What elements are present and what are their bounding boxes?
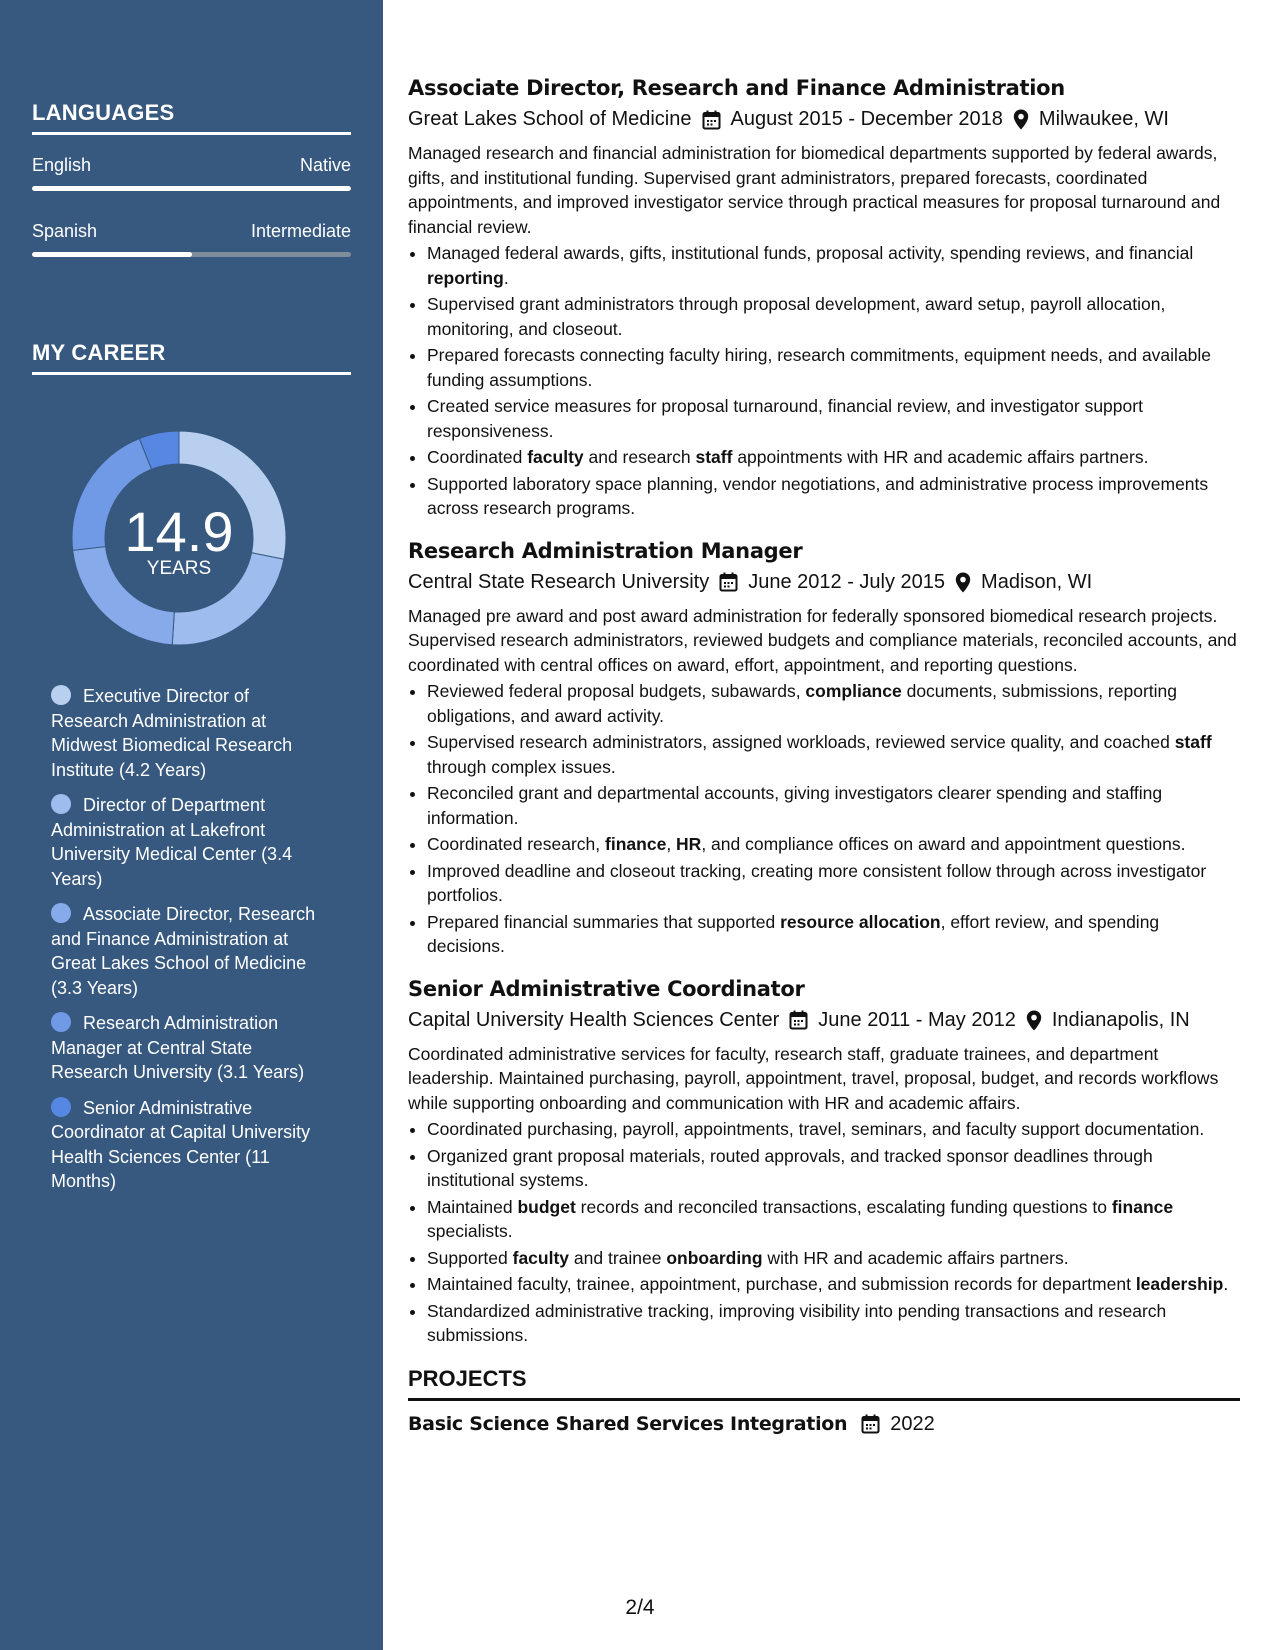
bullet-text: ,	[666, 834, 677, 854]
bullet-text: appointments with HR and academic affairs partners.	[732, 447, 1149, 467]
career-item-label: Senior Administrative Coordinator at Capital University Health Sciences Center (11 Months)	[51, 1097, 311, 1191]
job-title: Research Administration Manager	[408, 538, 803, 563]
job-bullet	[427, 445, 1240, 470]
map-pin-icon	[955, 572, 971, 593]
bullet-text: Maintained faculty, trainee, appointment, purchase, and submission records for department	[427, 1274, 1136, 1294]
legend-dot	[51, 1012, 71, 1032]
job-entry	[408, 977, 1240, 1348]
job-bullet	[427, 1117, 1240, 1142]
job-organization: Capital University Health Sciences Center	[408, 1008, 780, 1031]
bullet-text: .	[1223, 1274, 1229, 1294]
bullet-text: Coordinated	[427, 447, 528, 467]
bullet-text: Improved deadline and closeout tracking, creating more consistent follow through across investigator portfolios.	[427, 860, 1207, 905]
job-bullet	[427, 241, 1240, 290]
language-proficiency-fill	[32, 186, 351, 191]
bullet-text: Supervised grant administrators through proposal development, award setup, payroll allocation, monitoring, and closeout.	[427, 294, 1166, 339]
bullet-text: .	[503, 267, 509, 288]
bullet-keyword: budget	[517, 1196, 576, 1217]
job-dates: August 2015 - December 2018	[730, 108, 1003, 130]
career-item-label: Executive Director of Research Administration at Midwest Biomedical Research Institute (4.2 Years)	[51, 686, 293, 780]
career-section	[32, 340, 351, 375]
job-bullet	[427, 679, 1240, 728]
job-location: Indianapolis, IN	[1051, 1008, 1190, 1031]
calendar-icon	[719, 572, 738, 592]
bullet-keyword: staff	[695, 447, 733, 467]
bullet-text: Standardized administrative tracking, improving visibility into pending transactions and research submissions.	[427, 1300, 1167, 1345]
bullet-keyword: faculty	[512, 1247, 570, 1268]
legend-dot	[51, 685, 71, 705]
language-proficiency-bar	[32, 186, 351, 191]
bullet-keyword: reporting	[427, 267, 504, 288]
bullet-keyword: onboarding	[666, 1247, 763, 1268]
language-proficiency-fill	[32, 252, 192, 257]
bullet-text: documents, submissions, reporting obligations, and award activity.	[427, 681, 1177, 726]
legend-dot	[51, 903, 71, 923]
language-name: Spanish	[32, 221, 98, 241]
language-item-english	[32, 155, 351, 191]
main-content	[408, 76, 1240, 1436]
job-organization: Great Lakes School of Medicine	[408, 108, 692, 130]
bullet-text: Maintained	[427, 1196, 518, 1217]
legend-dot	[51, 1097, 71, 1117]
bullet-text: Reviewed federal proposal budgets, subawards,	[427, 681, 806, 701]
bullet-text: specialists.	[427, 1221, 513, 1241]
bullet-text: Managed federal awards, gifts, institutional funds, proposal activity, spending reviews, and financial	[427, 243, 1194, 263]
projects-heading: PROJECTS	[408, 1366, 1240, 1401]
job-bullet	[427, 343, 1240, 392]
language-name: English	[32, 155, 92, 175]
career-heading: MY CAREER	[32, 340, 351, 375]
career-item-label: Director of Department Administration at Lakefront University Medical Center (3.4 Years)	[51, 795, 293, 889]
job-summary: Managed research and financial administration for biomedical departments supported by federal awards, gifts, and institutional funding. Supervised grant administrators, prepared forecasts, coordinated appointments, and improved investigator service through practical measures for proposal turnaround and financial review.	[408, 143, 1221, 237]
career-total-unit: YEARS	[146, 558, 212, 579]
job-title: Associate Director, Research and Finance Administration	[408, 76, 1065, 100]
career-donut-chart	[64, 423, 294, 653]
language-item-spanish	[32, 221, 351, 257]
job-bullet	[427, 832, 1240, 857]
bullet-text: Prepared financial summaries that supported	[427, 911, 781, 932]
bullet-text: Prepared forecasts connecting faculty hiring, research commitments, equipment needs, and available funding assumptions.	[427, 345, 1212, 390]
job-meta	[408, 108, 1240, 131]
language-level: Intermediate	[250, 221, 351, 241]
job-title: Senior Administrative Coordinator	[408, 976, 805, 1001]
map-pin-icon	[1026, 1010, 1042, 1031]
calendar-icon	[702, 110, 721, 130]
bullet-keyword: HR	[676, 834, 702, 854]
career-list-item	[51, 1096, 331, 1194]
bullet-text: with HR and academic affairs partners.	[762, 1247, 1069, 1268]
bullet-text: Supported	[427, 1247, 513, 1268]
job-summary: Managed pre award and post award administration for federally sponsored biomedical research projects. Supervised research administrators, reviewed budgets and compliance materials, reconciled accounts, and coordinated with central offices on award, effort, appointment, and reporting questions.	[408, 605, 1237, 675]
bullet-text: and trainee	[569, 1247, 667, 1268]
job-bullet	[427, 292, 1240, 341]
sidebar	[0, 0, 383, 1650]
bullet-keyword: compliance	[805, 681, 902, 701]
job-bullet	[427, 1299, 1240, 1348]
job-meta	[408, 1009, 1240, 1032]
projects-section	[408, 1366, 1240, 1436]
career-item-label: Associate Director, Research and Finance Administration at Great Lakes School of Medicine (3.3 Years)	[51, 904, 316, 998]
job-dates: June 2011 - May 2012	[818, 1008, 1016, 1031]
job-entry	[408, 539, 1240, 959]
language-level: Native	[299, 155, 351, 175]
bullet-text: Organized grant proposal materials, routed approvals, and tracked sponsor deadlines through institutional systems.	[427, 1145, 1153, 1190]
languages-heading: LANGUAGES	[32, 100, 351, 135]
job-bullet	[427, 1144, 1240, 1193]
job-bullet	[427, 394, 1240, 443]
languages-section	[32, 100, 351, 257]
career-list-item	[51, 793, 331, 891]
bullet-text: , effort review, and spending decisions.	[427, 911, 1160, 956]
job-organization: Central State Research University	[408, 570, 710, 593]
calendar-icon	[861, 1414, 880, 1434]
bullet-text: Created service measures for proposal turnaround, financial review, and investigator support responsiveness.	[427, 396, 1143, 441]
language-proficiency-bar	[32, 252, 351, 257]
job-bullet	[427, 1272, 1240, 1297]
bullet-text: Coordinated purchasing, payroll, appointments, travel, seminars, and faculty support documentation.	[427, 1119, 1205, 1139]
job-dates: June 2012 - July 2015	[748, 570, 946, 593]
bullet-text: records and reconciled transactions, escalating funding questions to	[575, 1196, 1112, 1217]
bullet-text: through complex issues.	[427, 756, 616, 777]
job-bullet	[427, 859, 1240, 908]
project-item	[408, 1413, 1240, 1436]
bullet-keyword: finance	[1111, 1196, 1174, 1217]
job-bullet	[427, 472, 1240, 521]
bullet-text: Supported laboratory space planning, vendor negotiations, and administrative process improvements across research programs.	[427, 473, 1209, 518]
bullet-text: Reconciled grant and departmental accounts, giving investigators clearer spending and staffing information.	[427, 783, 1163, 828]
page-number: 2/4	[625, 1596, 655, 1619]
career-total-years: 14.9	[124, 500, 234, 563]
job-meta	[408, 571, 1240, 594]
career-item-label: Research Administration Manager at Central State Research University (3.1 Years)	[51, 1013, 305, 1082]
project-year: 2022	[890, 1412, 935, 1435]
job-bullet	[427, 1195, 1240, 1244]
calendar-icon	[789, 1010, 808, 1030]
bullet-keyword: leadership	[1135, 1274, 1224, 1294]
job-location: Madison, WI	[981, 570, 1093, 593]
job-bullet	[427, 1246, 1240, 1271]
job-location: Milwaukee, WI	[1038, 108, 1169, 130]
job-bullets	[408, 241, 1240, 521]
job-bullet	[427, 910, 1240, 959]
bullet-text: Coordinated research,	[427, 834, 606, 854]
map-pin-icon	[1013, 109, 1029, 130]
project-name: Basic Science Shared Services Integration	[408, 1413, 848, 1435]
legend-dot	[51, 794, 71, 814]
career-list-item	[51, 1011, 331, 1085]
career-list-item	[51, 684, 331, 782]
career-list	[51, 684, 331, 1205]
job-entry	[408, 76, 1240, 521]
bullet-text: and research	[583, 447, 696, 467]
bullet-text: , and compliance offices on award and appointment questions.	[701, 834, 1186, 854]
bullet-keyword: resource allocation	[780, 911, 941, 932]
bullet-keyword: finance	[605, 834, 667, 854]
job-summary: Coordinated administrative services for faculty, research staff, graduate trainees, and department leadership. Maintained purchasing, payroll, appointment, travel, proposal, budget, and records workflows while supporting onboarding and communication with HR and academic affairs.	[408, 1043, 1219, 1113]
job-bullets	[408, 1117, 1240, 1348]
bullet-keyword: faculty	[527, 447, 584, 467]
job-bullet	[427, 781, 1240, 830]
bullet-keyword: staff	[1174, 732, 1212, 752]
job-bullets	[408, 679, 1240, 959]
bullet-text: Supervised research administrators, assigned workloads, reviewed service quality, and coached	[427, 732, 1175, 752]
job-bullet	[427, 730, 1240, 779]
career-list-item	[51, 902, 331, 1000]
